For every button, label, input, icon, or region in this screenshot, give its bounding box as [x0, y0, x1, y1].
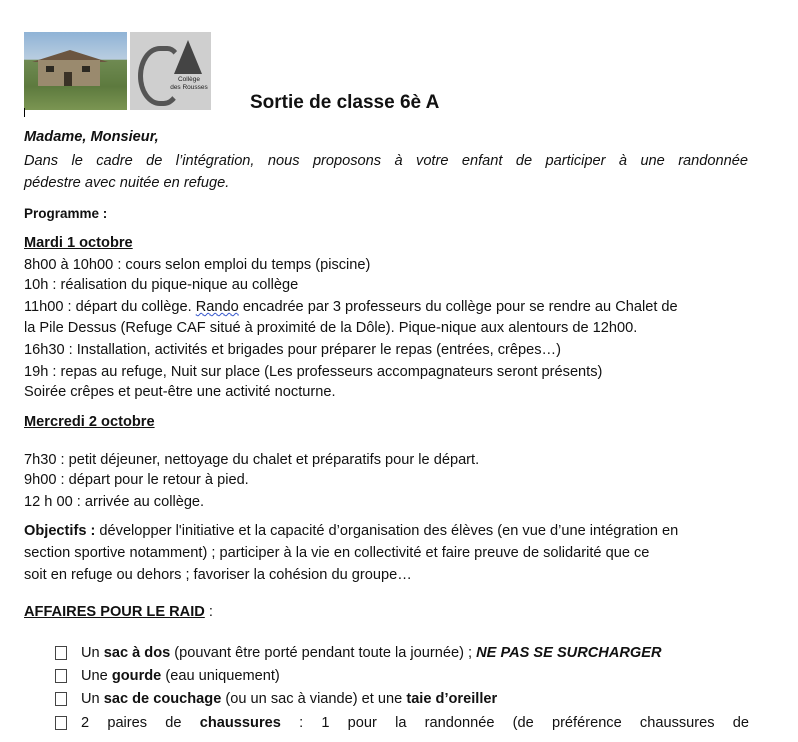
list-item — [81, 667, 280, 685]
item-bold: sac à dos — [103, 645, 171, 661]
objectifs-label: Objectifs : — [24, 523, 96, 539]
photo-window — [82, 66, 90, 72]
schedule-line: 7h30 : petit déjeuner, nettoyage du chalet et préparatifs pour le départ. — [24, 452, 480, 468]
schedule-line: 8h00 à 10h00 : cours selon emploi du temps (piscine) — [24, 257, 371, 273]
item-bold: gourde — [111, 668, 162, 684]
schedule-line: la Pile Dessus (Refuge CAF situé à proximité de la Dôle). Pique-nique aux alentours de 12h00. — [24, 320, 638, 336]
schedule-line: 19h : repas au refuge, Nuit sur place (Les professeurs accompagnateurs seront présents) — [24, 364, 603, 380]
college-logo — [130, 32, 211, 110]
schedule-line — [24, 298, 678, 316]
text-cursor — [24, 108, 25, 117]
item-text: Un — [81, 691, 104, 707]
objectifs-line — [24, 522, 678, 540]
intro-line: pédestre avec nuitée en refuge. — [24, 175, 230, 191]
affaires-heading-line — [24, 603, 213, 621]
schedule-line: Soirée crêpes et peut-être une activité nocturne. — [24, 384, 336, 400]
spell-flagged-word: Rando — [195, 299, 239, 315]
chalet-photo — [24, 32, 127, 110]
objectifs-line: soit en refuge ou dehors ; favoriser la cohésion du groupe… — [24, 567, 412, 583]
schedule-line: 9h00 : départ pour le retour à pied. — [24, 472, 249, 488]
item-text: (ou un sac à viande) et une — [221, 691, 407, 707]
list-item — [81, 714, 749, 734]
checkbox-bullet-icon — [55, 716, 67, 730]
item-text: (pouvant être porté pendant toute la journée) ; — [170, 645, 477, 661]
affaires-heading: AFFAIRES POUR LE RAID — [24, 604, 205, 620]
logo-tree — [174, 40, 202, 74]
checkbox-bullet-icon — [55, 669, 67, 683]
page-title: Sortie de classe 6è A — [250, 92, 440, 113]
item-text: Une — [81, 668, 112, 684]
salutation: Madame, Monsieur, — [24, 129, 159, 145]
schedule-line: 10h : réalisation du pique-nique au collège — [24, 277, 299, 293]
objectifs-text: développer l'initiative et la capacité d’organisation des élèves (en vue d’une intégration en — [95, 523, 679, 539]
item-text: 2 paires de — [81, 715, 200, 731]
affaires-colon: : — [204, 604, 213, 620]
checkbox-bullet-icon — [55, 646, 67, 660]
day2-heading: Mercredi 2 octobre — [24, 414, 155, 430]
list-item — [81, 690, 497, 708]
list-item — [81, 644, 662, 662]
item-bold: sac de couchage — [103, 691, 222, 707]
schedule-line-end: encadrée par 3 professeurs du collège pour se rendre au Chalet de — [238, 299, 678, 315]
intro-line: Dans le cadre de l’intégration, nous proposons à votre enfant de participer à une randonnée — [24, 153, 748, 169]
item-text: Un — [81, 645, 104, 661]
objectifs-line: section sportive notamment) ; participer à la vie en collectivité et faire preuve de solidarité que ce — [24, 545, 650, 561]
schedule-line: 16h30 : Installation, activités et brigades pour préparer le repas (entrées, crêpes…) — [24, 342, 562, 358]
item-text: : 1 pour la randonnée (de préférence chaussures de — [280, 715, 749, 731]
day1-heading: Mardi 1 octobre — [24, 235, 133, 251]
item-bold: taie d’oreiller — [406, 691, 498, 707]
logo-line2: des Rousses — [170, 84, 208, 91]
item-warning: NE PAS SE SURCHARGER — [476, 645, 662, 661]
checkbox-bullet-icon — [55, 692, 67, 706]
schedule-line-start: 11h00 : départ du collège. — [24, 299, 196, 315]
logo-line1: Collège — [177, 76, 201, 83]
programme-heading: Programme : — [24, 206, 108, 221]
logo-text — [170, 76, 208, 92]
photo-window — [46, 66, 54, 72]
photo-door — [64, 72, 72, 86]
schedule-line: 12 h 00 : arrivée au collège. — [24, 494, 205, 510]
item-text: (eau uniquement) — [161, 668, 280, 684]
item-bold: chaussures — [199, 715, 281, 731]
